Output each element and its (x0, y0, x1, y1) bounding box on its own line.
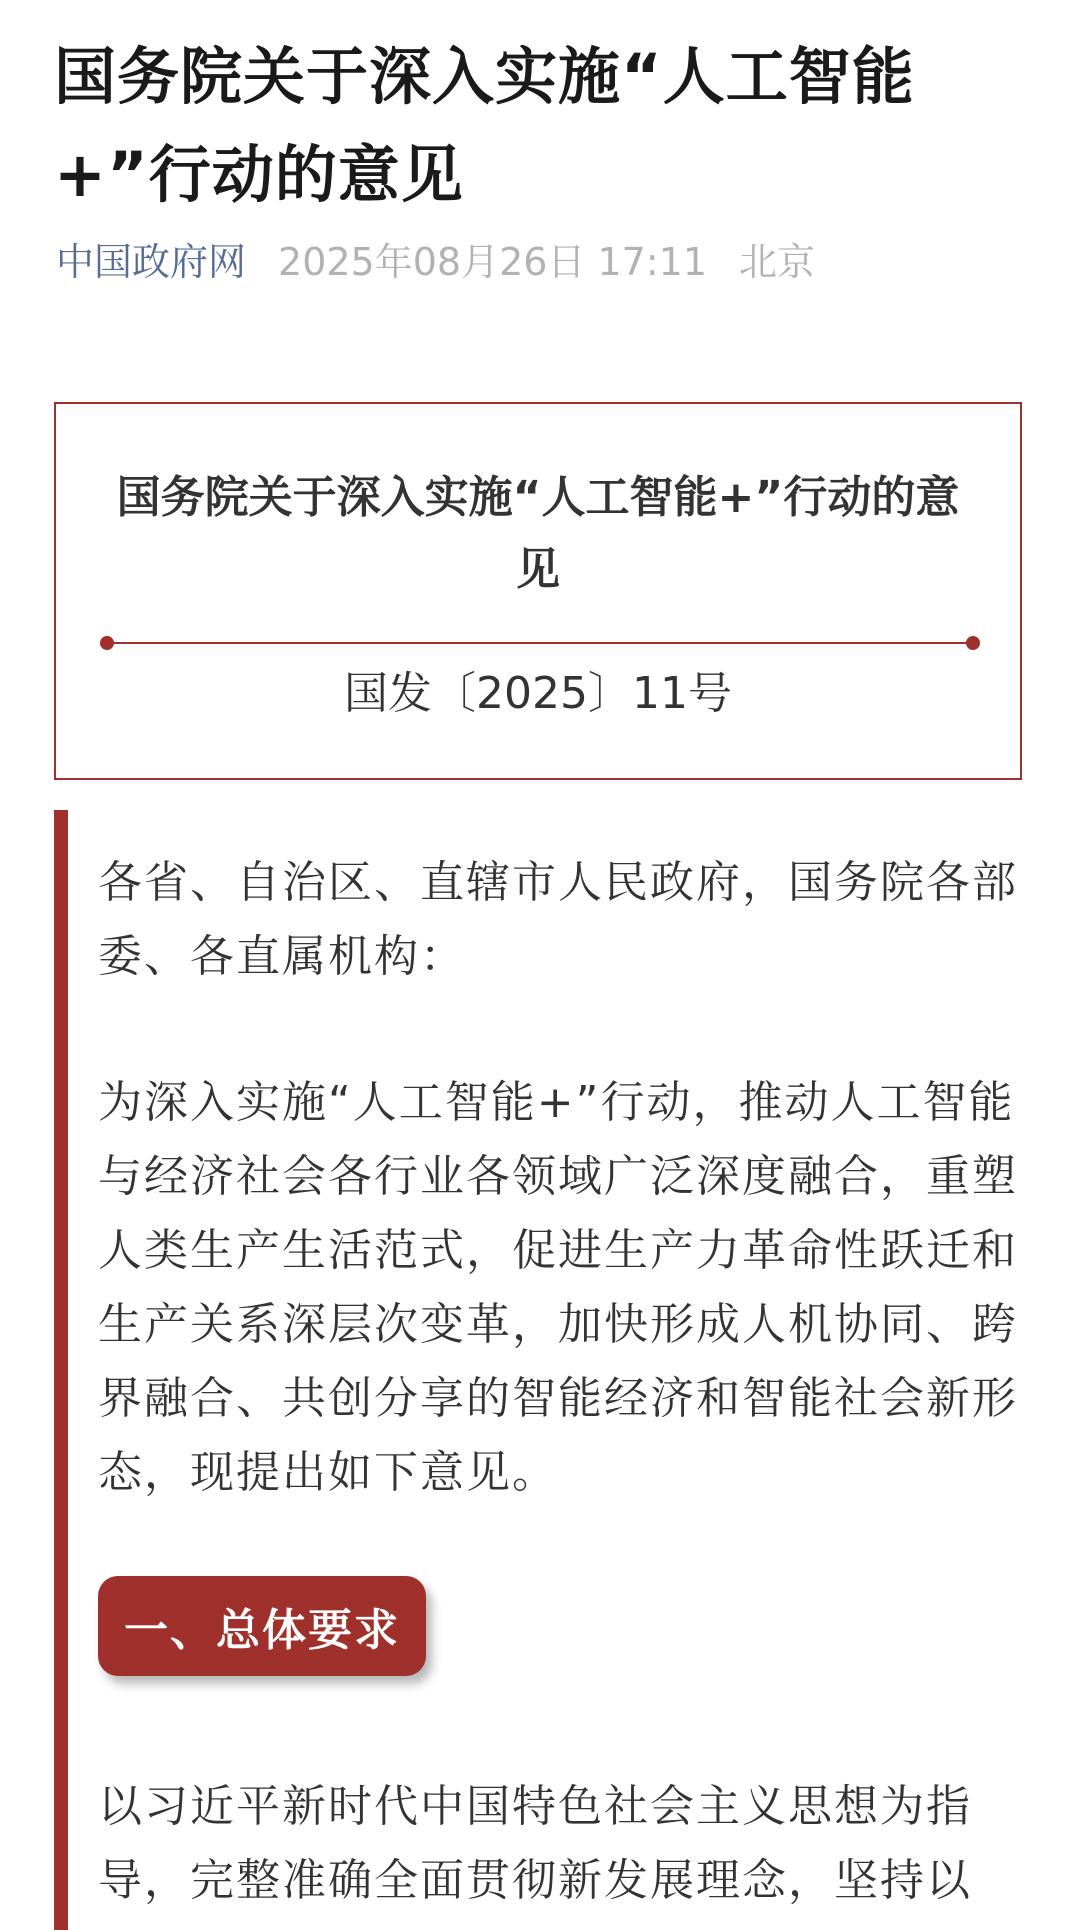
divider-line (106, 642, 974, 644)
body-accent-bar (54, 810, 68, 1930)
document-number: 国发〔2025〕11号 (344, 668, 732, 719)
document-header-box (54, 402, 1022, 780)
salutation-paragraph: 各省、自治区、直辖市人民政府，国务院各部委、各直属机构： (98, 857, 1018, 982)
document-title: 国务院关于深入实施“人工智能+”行动的意见 (116, 472, 960, 595)
divider-dot-left (100, 636, 114, 650)
article-title: 国务院关于深入实施“人工智能+”行动的意见 (54, 40, 915, 211)
section-heading-general-requirements: 一、总体要求 (98, 1576, 426, 1676)
source-link[interactable]: 中国政府网 (56, 240, 247, 284)
article-meta (56, 236, 815, 288)
publish-location: 北京 (739, 240, 816, 284)
document-divider (100, 636, 980, 650)
publish-date: 2025年08月26日 17:11 (278, 240, 708, 284)
intro-paragraph: 为深入实施“人工智能+”行动，推动人工智能与经济社会各行业各领域广泛深度融合，重塑人类生产生活范式，促进生产力革命性跃迁和生产关系深层次变革，加快形成人机协同、跨界融合、共创分享的智能经济和智能社会新形态，现提出如下意见。 (98, 1077, 1018, 1498)
guiding-paragraph: 以习近平新时代中国特色社会主义思想为指导，完整准确全面贯彻新发展理念，坚持以 (98, 1781, 972, 1906)
divider-dot-right (966, 636, 980, 650)
article-body (54, 810, 1054, 1930)
